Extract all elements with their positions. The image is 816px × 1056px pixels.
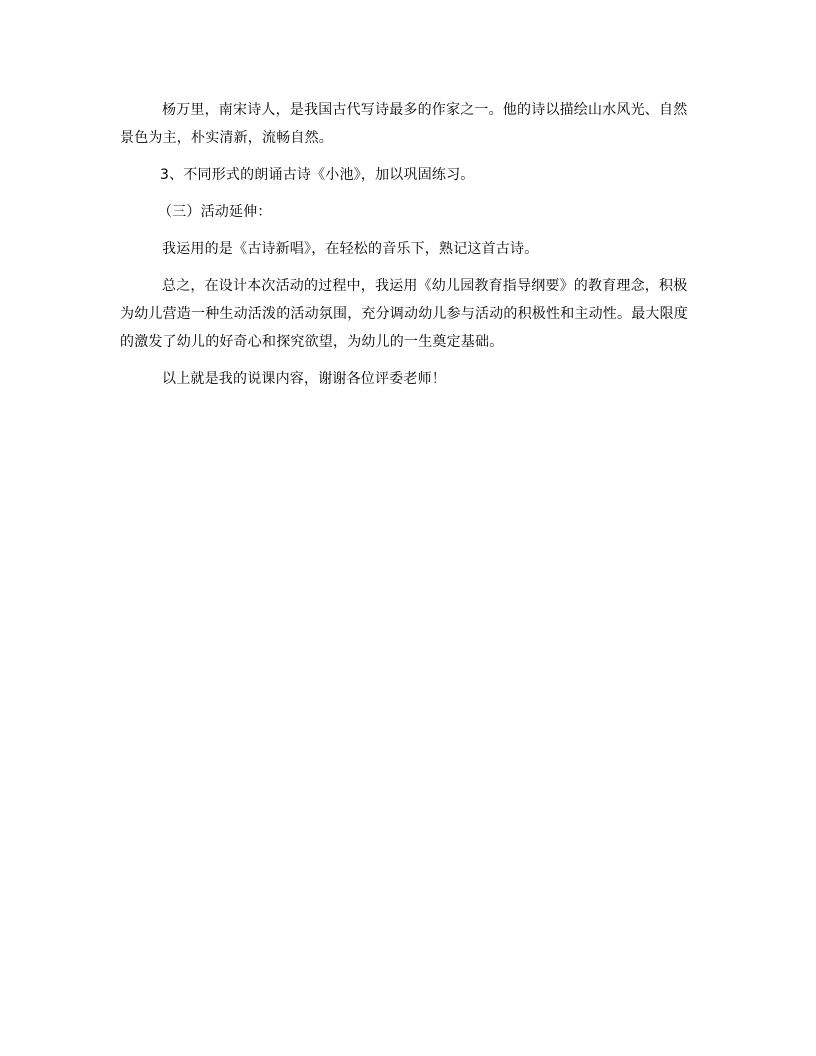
paragraph-recitation-step: 3、不同形式的朗诵古诗《小池》，加以巩固练习。 <box>160 167 475 183</box>
section-heading-activity-extension: （三）活动延伸： <box>158 204 272 220</box>
paragraph-song-method: 我运用的是《古诗新唱》，在轻松的音乐下，熟记这首古诗。 <box>162 241 539 257</box>
document-body <box>120 96 696 402</box>
paragraph-closing: 以上就是我的说课内容，谢谢各位评委老师！ <box>162 371 446 387</box>
paragraph-author-intro: 杨万里，南宋诗人，是我国古代写诗最多的作家之一。他的诗以描绘山水风光、自然景色为主，朴实清新，流畅自然。 <box>120 102 688 146</box>
paragraph-summary: 总之，在设计本次活动的过程中，我运用《幼儿园教育指导纲要》的教育理念，积极为幼儿营造一种生动活泼的活动氛围，充分调动幼儿参与活动的积极性和主动性。最大限度的激发了幼儿的好奇心和探究欲望，为幼儿的一生奠定基础。 <box>120 278 688 350</box>
